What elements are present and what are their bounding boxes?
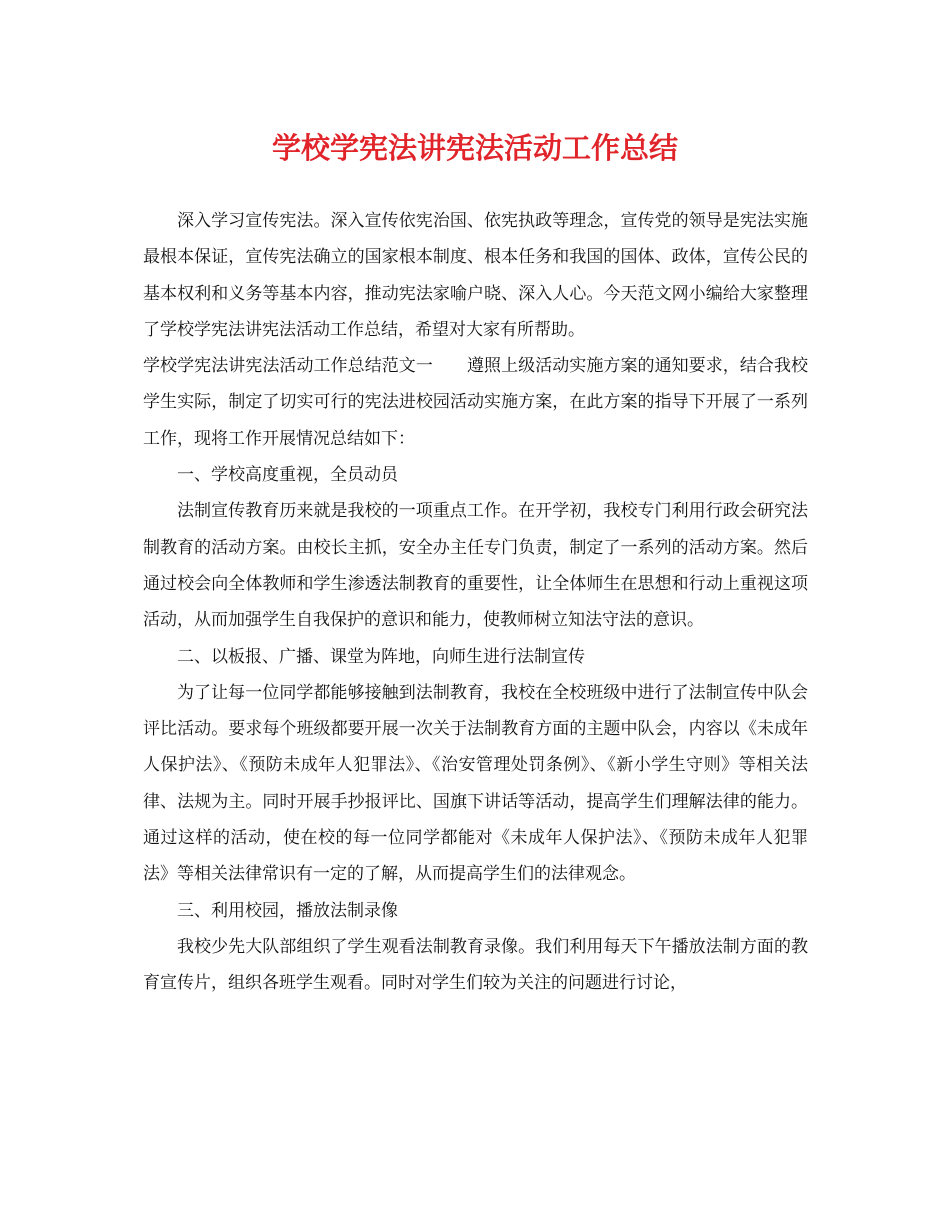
sample-heading: 学校学宪法讲宪法活动工作总结范文一 <box>143 356 433 377</box>
section-body: 法制宣传教育历来就是我校的一项重点工作。在开学初，我校专门利用行政会研究法制教育的活动方案。由校长主抓，安全办主任专门负责，制定了一系列的活动方案。然后通过校会向全体教师和学生渗透法制教育的重要性，让全体师生在思想和行动上重视这项活动，从而加强学生自我保护的意识和能力，使教师树立知法守法的意识。 <box>143 501 808 631</box>
section-body: 为了让每一位同学都能够接触到法制教育，我校在全校班级中进行了法制宣传中队会评比活动。要求每个班级都要开展一次关于法制教育方面的主题中队会，内容以《未成年人保护法》、《预防未成年人犯罪法》、《治安管理处罚条例》、《新小学生守则》等相关法律、法规为主。同时开展手抄报评比、国旗下讲话等活动，提高学生们理解法律的能力。通过这样的活动，使在校的每一位同学都能对《未成年人保护法》、《预防未成年人犯罪法》等相关法律常识有一定的了解，从而提高学生们的法律观念。 <box>143 682 808 885</box>
section-heading: 二、以板报、广播、课堂为阵地，向师生进行法制宣传 <box>177 646 585 667</box>
intro-paragraph: 深入学习宣传宪法。深入宣传依宪治国、依宪执政等理念，宣传党的领导是宪法实施最根本保证，宣传宪法确立的国家根本制度、根本任务和我国的国体、政体，宣传公民的基本权利和义务等基本内容，推动宪法家喻户晓、深入人心。今天范文网小编给大家整理了学校学宪法讲宪法活动工作总结，希望对大家有所帮助。 <box>143 211 808 340</box>
section-body: 我校少先大队部组织了学生观看法制教育录像。我们利用每天下午播放法制方面的教育宣传片，组织各班学生观看。同时对学生们较为关注的问题进行讨论， <box>143 936 808 994</box>
section-heading: 三、利用校园，播放法制录像 <box>177 900 398 921</box>
document-body <box>143 203 808 1002</box>
section-heading: 一、学校高度重视，全员动员 <box>177 465 398 486</box>
document-title: 学校学宪法讲宪法活动工作总结 <box>271 131 678 165</box>
sample-intro: 遵照上级活动实施方案的通知要求，结合我校学生实际，制定了切实可行的宪法进校园活动实施方案，在此方案的指导下开展了一系列工作，现将工作开展情况总结如下： <box>143 356 809 449</box>
sample-paragraph <box>143 348 808 457</box>
